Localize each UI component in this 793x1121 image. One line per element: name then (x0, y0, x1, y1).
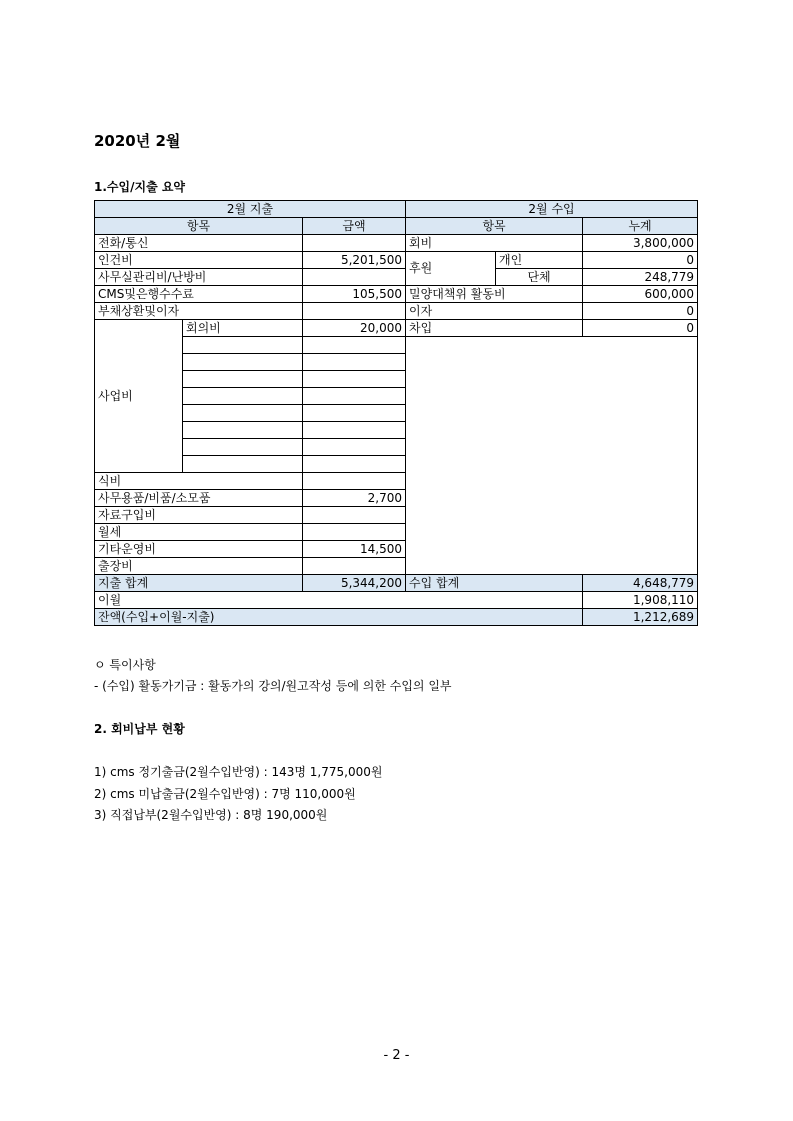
expense-supplies-value: 2,700 (303, 490, 406, 507)
expense-materials-value (303, 507, 406, 524)
business-value-blank (303, 388, 406, 405)
balance-label: 잔액(수입+이월-지출) (95, 609, 583, 626)
expense-phone-value (303, 235, 406, 252)
col-item-income: 항목 (406, 218, 583, 235)
income-interest-label: 이자 (406, 303, 583, 320)
expense-labor-label: 인건비 (95, 252, 303, 269)
notes-heading: ㅇ 특이사항 (94, 658, 156, 672)
expense-food-label: 식비 (95, 473, 303, 490)
expense-travel-label: 출장비 (95, 558, 303, 575)
business-value-blank (303, 354, 406, 371)
expense-debt-label: 부채상환및이자 (95, 303, 303, 320)
carryover-label: 이월 (95, 592, 583, 609)
expense-total-value: 5,344,200 (303, 575, 406, 592)
expense-materials-label: 자료구입비 (95, 507, 303, 524)
carryover-value: 1,908,110 (583, 592, 698, 609)
income-dues-value: 3,800,000 (583, 235, 698, 252)
expense-labor-value: 5,201,500 (303, 252, 406, 269)
page-number: - 2 - (383, 1048, 410, 1063)
col-total: 누계 (583, 218, 698, 235)
expense-other-ops-label: 기타운영비 (95, 541, 303, 558)
expense-cms-fee-label: CMS및은행수수료 (95, 286, 303, 303)
expense-debt-value (303, 303, 406, 320)
business-value-blank (303, 405, 406, 422)
income-total-value: 4,648,779 (583, 575, 698, 592)
business-subitem-blank (183, 422, 303, 439)
dues-item: 3) 직접납부(2월수입반영) : 8명 190,000원 (94, 808, 328, 822)
dues-item: 1) cms 정기출금(2월수입반영) : 143명 1,775,000원 (94, 765, 383, 779)
expense-business-label: 사업비 (95, 320, 183, 473)
business-subitem-blank (183, 439, 303, 456)
income-sponsor-label: 후원 (406, 252, 496, 286)
expense-other-ops-value: 14,500 (303, 541, 406, 558)
business-subitem-blank (183, 354, 303, 371)
expense-phone-label: 전화/통신 (95, 235, 303, 252)
expense-supplies-label: 사무용품/비품/소모품 (95, 490, 303, 507)
business-subitem-blank (183, 456, 303, 473)
business-value-blank (303, 456, 406, 473)
notes-line: - (수입) 활동가기금 : 활동가의 강의/원고작성 등에 의한 수입의 일부 (94, 679, 452, 693)
dues-item: 2) cms 미납출금(2월수입반영) : 7명 110,000원 (94, 787, 356, 801)
col-item-expense: 항목 (95, 218, 303, 235)
section-heading-dues: 2. 회비납부 현황 (94, 722, 185, 736)
business-subitem-blank (183, 388, 303, 405)
income-expense-summary-table (94, 200, 698, 626)
income-interest-value: 0 (583, 303, 698, 320)
expense-cms-fee-value: 105,500 (303, 286, 406, 303)
expense-total-label: 지출 합계 (95, 575, 303, 592)
expense-rent-value (303, 524, 406, 541)
business-subitem-blank (183, 371, 303, 388)
income-group-value: 248,779 (583, 269, 698, 286)
income-group-label: 단체 (496, 269, 583, 286)
expense-header: 2월 지출 (95, 201, 406, 218)
expense-meeting-value: 20,000 (303, 320, 406, 337)
page-title: 2020년 2월 (94, 132, 181, 150)
income-miryang-label: 밀양대책위 활동비 (406, 286, 583, 303)
business-subitem-blank (183, 337, 303, 354)
income-borrow-value: 0 (583, 320, 698, 337)
expense-food-value (303, 473, 406, 490)
income-borrow-label: 차입 (406, 320, 583, 337)
business-subitem-blank (183, 405, 303, 422)
income-dues-label: 회비 (406, 235, 583, 252)
expense-meeting-label: 회의비 (183, 320, 303, 337)
balance-value: 1,212,689 (583, 609, 698, 626)
expense-rent-label: 월세 (95, 524, 303, 541)
income-miryang-value: 600,000 (583, 286, 698, 303)
col-amount: 금액 (303, 218, 406, 235)
income-header: 2월 수입 (406, 201, 698, 218)
expense-office-label: 사무실관리비/난방비 (95, 269, 303, 286)
section-heading-summary: 1.수입/지출 요약 (94, 180, 186, 194)
income-total-label: 수입 합계 (406, 575, 583, 592)
business-value-blank (303, 371, 406, 388)
business-value-blank (303, 422, 406, 439)
business-value-blank (303, 439, 406, 456)
income-individual-label: 개인 (496, 252, 583, 269)
income-individual-value: 0 (583, 252, 698, 269)
expense-travel-value (303, 558, 406, 575)
business-value-blank (303, 337, 406, 354)
income-empty-area (406, 337, 698, 575)
expense-office-value (303, 269, 406, 286)
